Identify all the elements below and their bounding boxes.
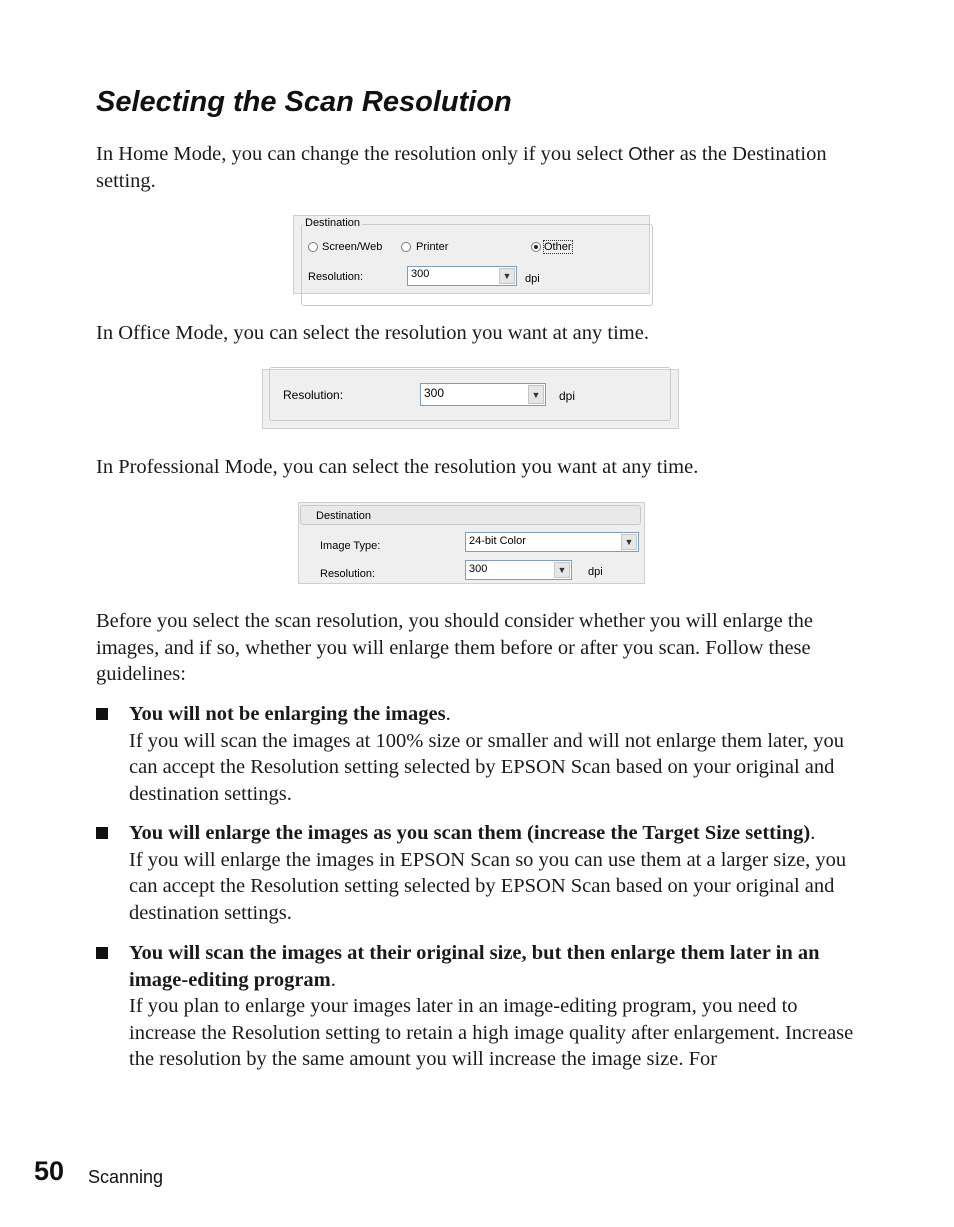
image-type-label: Image Type: [320,540,381,552]
destination-legend: Destination [305,217,361,229]
guideline-body: If you will enlarge the images in EPSON Scan so you can use them at a larger size, you can accept the Resolution setting selected by EPSON Scan based on your original and destination settings. [129,848,847,924]
page-heading: Selecting the Scan Resolution [96,86,512,118]
guideline-body: If you plan to enlarge your images later in an image-editing program, you need to increase the Resolution setting to retain a high image quality after enlargement. Increase the resolution by the same amount you will increase the image size. For [129,995,854,1070]
guideline-title: You will not be enlarging the images [129,703,446,725]
bullet-square-icon [96,708,108,720]
chevron-down-icon[interactable]: ▼ [621,534,637,550]
other-option-reference: Other [628,143,675,164]
resolution-label: Resolution: [308,271,364,283]
radio-other-label: Other [544,241,572,253]
destination-header-bar[interactable] [300,505,641,525]
bullet-square-icon [96,827,108,839]
home-mode-text-after: as the Destination setting. [96,143,827,192]
bullet-square-icon [96,947,108,959]
guideline-item: You will scan the images at their original size, but then enlarge them later in an image-editing program. If you plan to enlarge your images later in an image-editing program, you need to increase the Resolution setting to retain a high image quality after enlargement. Increase the resolution by the same amount you will increase the image size. For [129,942,854,1070]
resolution-select[interactable] [465,560,572,580]
resolution-select[interactable] [407,266,517,286]
professional-mode-destination-panel [298,502,645,584]
resolution-label: Resolution: [283,388,344,402]
destination-header-label: Destination [316,510,372,522]
dpi-unit-label: dpi [559,389,576,403]
radio-printer-label: Printer [416,241,449,253]
chevron-down-icon[interactable]: ▼ [528,385,544,404]
dpi-unit-label: dpi [588,566,603,578]
radio-selected-icon [531,242,541,252]
professional-mode-paragraph: In Professional Mode, you can select the resolution you want at any time. [96,456,699,478]
guideline-item: You will not be enlarging the images. If you will scan the images at 100% size or smaller and will not enlarge them later, you can accept the Resolution setting selected by EPSON Scan based on your original and destination settings. [129,703,844,805]
radio-circle-icon [401,242,411,252]
home-mode-paragraph [96,141,856,194]
footer-section-name: Scanning [88,1167,164,1187]
office-mode-paragraph: In Office Mode, you can select the resolution you want at any time. [96,322,649,344]
guideline-title: You will enlarge the images as you scan them (increase the Target Size setting) [129,822,811,844]
dpi-unit-label: dpi [525,273,540,285]
office-mode-resolution-panel [262,369,679,429]
resolution-value: 300 [469,563,488,575]
guideline-item: You will enlarge the images as you scan them (increase the Target Size setting). If you will enlarge the images in EPSON Scan so you can use them at a larger size, you can accept the Resolution setting selected by EPSON Scan based on your original and destination settings. [129,822,847,924]
radio-screen-web-label: Screen/Web [322,241,383,253]
radio-circle-icon [308,242,318,252]
chevron-down-icon[interactable]: ▼ [499,268,515,284]
destination-groupbox [301,224,653,306]
image-type-select[interactable] [465,532,639,552]
home-mode-destination-panel [293,215,650,294]
guidelines-intro-paragraph: Before you select the scan resolution, you should consider whether you will enlarge the images, and if so, whether you will enlarge them before or after you scan. Follow these guidelines: [96,610,813,685]
chevron-down-icon[interactable]: ▼ [554,562,570,578]
resolution-value: 300 [424,386,445,400]
guideline-body: If you will scan the images at 100% size or smaller and will not enlarge them later, you can accept the Resolution setting selected by EPSON Scan based on your original and destination settings. [129,729,844,805]
image-type-value: 24-bit Color [469,535,526,547]
resolution-value: 300 [411,268,430,280]
resolution-select[interactable] [420,383,546,406]
resolution-label: Resolution: [320,568,376,580]
guideline-title: You will scan the images at their original size, but then enlarge them later in an image-editing program [129,942,820,991]
home-mode-text-before: In Home Mode, you can change the resolution only if you select [96,143,629,165]
page-number: 50 [34,1156,65,1186]
